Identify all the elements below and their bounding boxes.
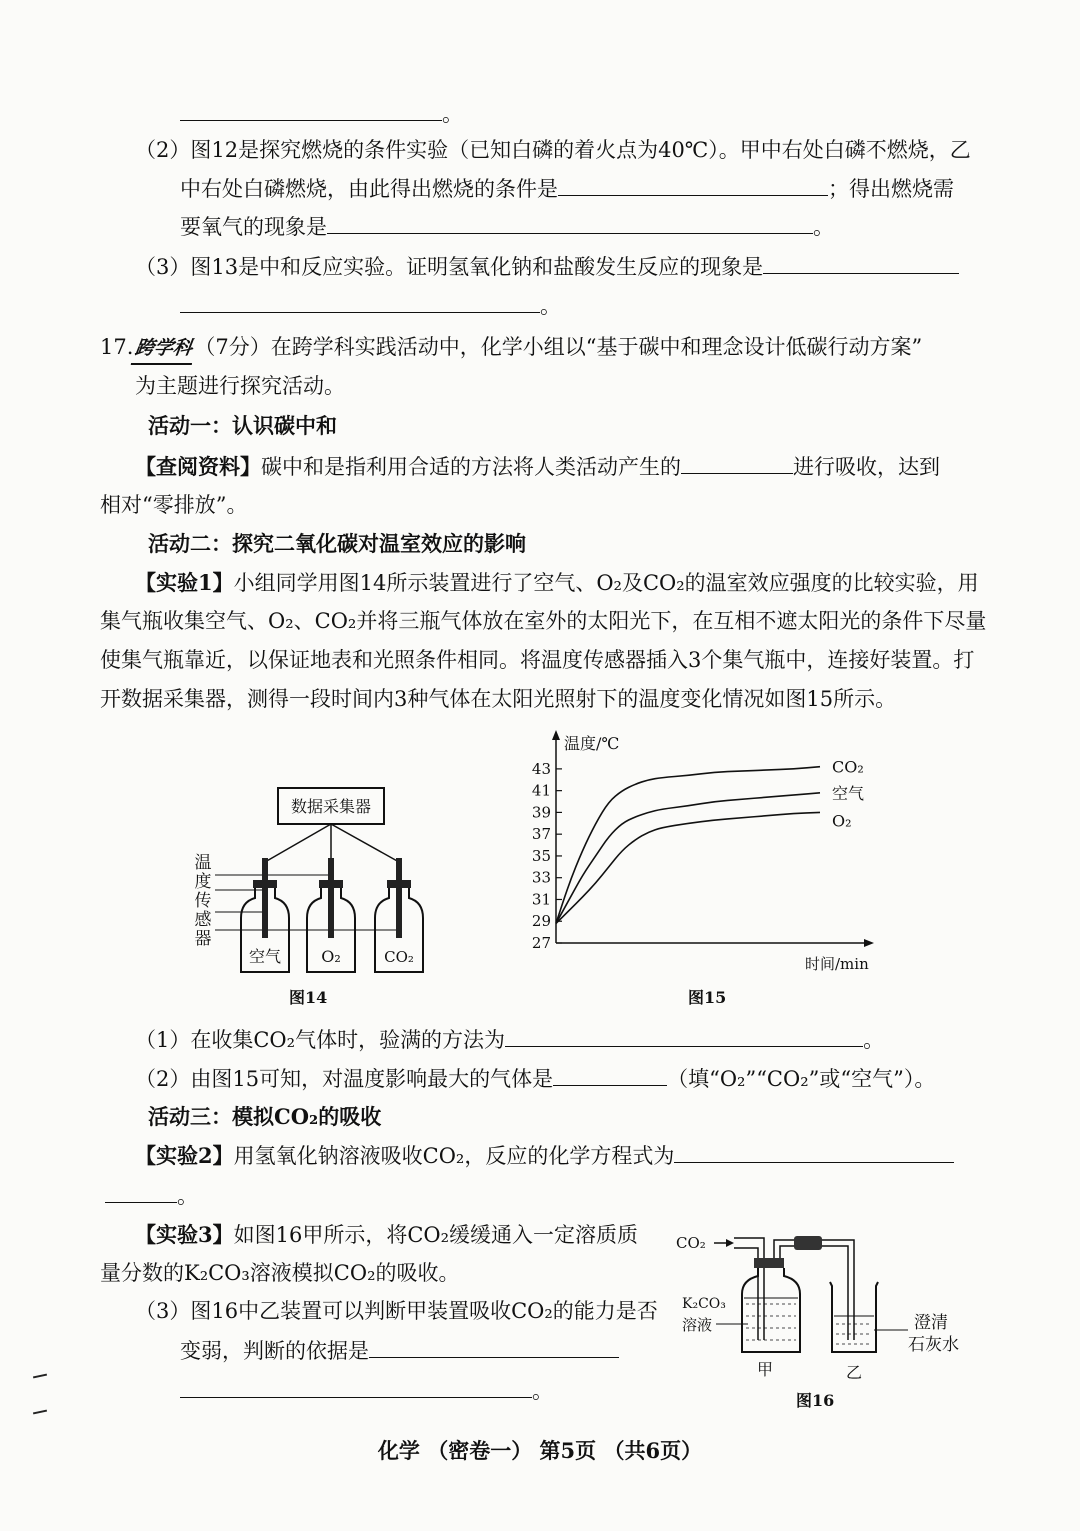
series-label: O₂ (832, 811, 852, 831)
figure14-apparatus (185, 780, 445, 980)
y-tick-label: 29 (531, 912, 551, 931)
sensor-label-char: 温 (194, 853, 212, 873)
y-tick-label: 37 (531, 825, 551, 844)
limewater-label-2: 石灰水 (908, 1335, 959, 1355)
answer-blank[interactable] (180, 1375, 532, 1398)
cross-discipline-badge: 跨学科 (131, 333, 197, 365)
data-collector-label: 数据采集器 (290, 797, 372, 816)
q17-part3-line3: 。 (180, 1375, 553, 1406)
sensor-label-char: 传 (194, 891, 212, 911)
figure14-caption: 图14 (289, 988, 328, 1007)
svg-text:O₂: O₂ (321, 947, 341, 966)
figure15-caption: 图15 (688, 988, 727, 1007)
experiment1-line3: 使集气瓶靠近，以保证地表和光照条件相同。将温度传感器插入3个集气瓶中，连接好装置。打 (100, 648, 975, 672)
q16-part3-line1: （3）图13是中和反应实验。证明氢氧化钠和盐酸发生反应的现象是 (135, 251, 959, 282)
activity2-title: 活动二：探究二氧化碳对温室效应的影响 (148, 531, 526, 556)
activity3-title: 活动三：模拟CO₂的吸收 (148, 1104, 382, 1129)
answer-blank[interactable] (180, 98, 442, 121)
series-label: CO₂ (832, 757, 864, 777)
y-tick-label: 41 (531, 781, 551, 800)
sensor-label-char: 感 (194, 910, 212, 930)
answer-blank[interactable] (558, 173, 828, 196)
y-tick-label: 33 (531, 868, 551, 887)
solution-label: 溶液 (682, 1316, 713, 1334)
q17-intro-line2: 为主题进行探究活动。 (135, 374, 345, 398)
series-line (556, 793, 820, 924)
q17-intro-line1: 17.跨学科（7分）在跨学科实践活动中，化学小组以“基于碳中和理念设计低碳行动方案” (100, 332, 922, 365)
x-axis-label: 时间/min (805, 955, 869, 973)
series-line (556, 767, 820, 924)
answer-blank[interactable] (369, 1335, 619, 1358)
answer-blank[interactable] (505, 1024, 863, 1047)
q16-part2-line3: 要氧气的现象是 。 (180, 211, 834, 242)
svg-text:CO₂: CO₂ (384, 948, 414, 966)
figure16-caption: 图16 (796, 1391, 835, 1410)
svg-text:空气: 空气 (248, 947, 282, 966)
experiment2-line1: 【实验2】用氢氧化钠溶液吸收CO₂，反应的化学方程式为 (135, 1140, 954, 1171)
experiment1-line4: 开数据采集器，测得一段时间内3种气体在太阳光照射下的温度变化情况如图15所示。 (100, 687, 897, 711)
y-tick-label: 27 (531, 934, 551, 952)
q16-part3-line2: 。 (180, 290, 561, 321)
answer-blank[interactable] (327, 211, 813, 234)
answer-blank[interactable] (674, 1140, 954, 1163)
y-tick-label: 31 (531, 890, 551, 909)
answer-blank[interactable] (681, 451, 793, 474)
q17-part3-line2: 变弱，判断的依据是 (180, 1335, 619, 1366)
y-tick-label: 43 (531, 759, 551, 778)
k2co3-label: K₂CO₃ (682, 1296, 726, 1312)
experiment1-line1: 【实验1】小组同学用图14所示装置进行了空气、O₂及CO₂的温室效应强度的比较实验，用 (135, 570, 979, 595)
experiment1-line2: 集气瓶收集空气、O₂、CO₂并将三瓶气体放在室外的太阳光下，在互相不遮太阳光的条件下尽量 (100, 609, 987, 633)
y-axis-label: 温度/℃ (564, 734, 620, 753)
experiment3-line2: 量分数的K₂CO₃溶液模拟CO₂的吸收。 (100, 1261, 460, 1285)
page-footer: 化学 （密卷一） 第5页 （共6页） (377, 1438, 703, 1463)
co2-inlet-label: CO₂ (676, 1234, 706, 1252)
q16-part2-line1: （2）图12是探究燃烧的条件实验（已知白磷的着火点为40℃）。甲中右处白磷不燃烧，乙 (135, 138, 971, 162)
y-tick-label: 39 (531, 803, 551, 822)
q16-part2-line2: 中右处白磷燃烧，由此得出燃烧的条件是 ；得出燃烧需 (180, 173, 954, 204)
margin-mark (33, 1374, 47, 1379)
margin-mark (33, 1410, 47, 1415)
series-line (556, 812, 820, 923)
reference-line1: 【查阅资料】碳中和是指利用合适的方法将人类活动产生的 进行吸收，达到 (135, 451, 940, 482)
q17-part2: （2）由图15可知，对温度影响最大的气体是 （填“O₂”“CO₂”或“空气”）。 (135, 1063, 935, 1094)
answer-blank[interactable] (553, 1063, 667, 1086)
reference-line2: 相对“零排放”。 (100, 493, 248, 517)
wash-bottle-jia (742, 1258, 800, 1352)
q17-part3-line1: （3）图16中乙装置可以判断甲装置吸收CO₂的能力是否 (135, 1299, 658, 1323)
figure15-chart (520, 728, 890, 978)
answer-blank[interactable] (763, 251, 959, 274)
answer-blank[interactable] (180, 290, 540, 313)
answer-blank[interactable] (105, 1180, 177, 1203)
y-tick-label: 35 (531, 846, 551, 865)
apparatus-jia-label: 甲 (756, 1360, 774, 1379)
experiment2-line2: 。 (105, 1180, 198, 1211)
sensor-label-char: 度 (194, 872, 212, 892)
apparatus-yi-label: 乙 (845, 1363, 863, 1382)
q16-end-line: 。 (180, 98, 463, 129)
bottle-co2 (375, 858, 423, 972)
experiment3-line1: 【实验3】如图16甲所示，将CO₂缓缓通入一定溶质质 (135, 1222, 639, 1247)
figure16-apparatus (672, 1220, 972, 1410)
limewater-label-1: 澄清 (914, 1313, 948, 1333)
series-label: 空气 (832, 783, 865, 803)
sensor-label-char: 器 (194, 929, 212, 949)
activity1-title: 活动一：认识碳中和 (148, 413, 337, 438)
q17-part1: （1）在收集CO₂气体时，验满的方法为 。 (135, 1024, 884, 1055)
